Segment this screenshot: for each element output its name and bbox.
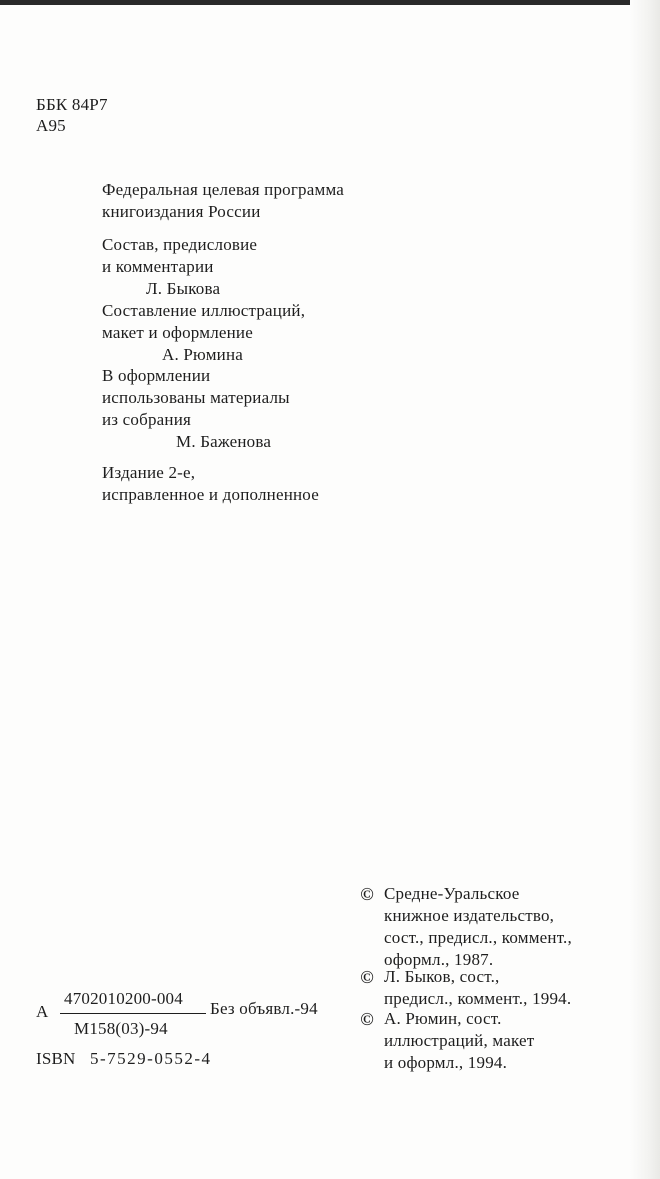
materials-line-3: из собрания <box>102 410 192 429</box>
edition-line-2: исправленное и дополненное <box>102 485 319 504</box>
materials-line-1: В оформлении <box>102 366 211 385</box>
copyright-1-line-4: оформл., 1987. <box>384 950 494 969</box>
bbk-code: ББК 84Р7 <box>36 95 108 114</box>
copyright-1-line-3: сост., предисл., коммент., <box>384 928 572 947</box>
copyright-2-line-1: Л. Быков, сост., <box>384 967 500 986</box>
copyright-symbol-2: © <box>360 967 374 987</box>
illustrations-line-2: макет и оформление <box>102 323 253 342</box>
materials-line-2: использованы материалы <box>102 388 290 407</box>
copyright-3-line-1: А. Рюмин, сост. <box>384 1009 502 1028</box>
copyright-2-line-2: предисл., коммент., 1994. <box>384 989 572 1008</box>
illustrator-name: А. Рюмина <box>162 345 244 364</box>
compiled-line-1: Состав, предисловие <box>102 235 258 254</box>
collector-name: М. Баженова <box>176 432 272 451</box>
copyright-symbol-3: © <box>360 1009 374 1029</box>
copyright-1-line-2: книжное издательство, <box>384 906 555 925</box>
top-edge <box>0 0 660 5</box>
program-line-1: Федеральная целевая программа <box>102 180 345 199</box>
copyright-3-line-2: иллюстраций, макет <box>384 1031 535 1050</box>
copyright-3-line-3: и оформл., 1994. <box>384 1053 508 1072</box>
isbn-label: ISBN <box>36 1049 76 1068</box>
author-sign: А95 <box>36 116 66 135</box>
copyright-symbol-1: © <box>360 884 374 904</box>
edition-line-1: Издание 2-е, <box>102 463 196 482</box>
copyright-1-line-1: Средне-Уральское <box>384 884 520 903</box>
isbn-number: 5-7529-0552-4 <box>90 1049 212 1068</box>
compiled-line-2: и комментарии <box>102 257 214 276</box>
imprint-letter: А <box>36 1002 49 1021</box>
page-edge-shadow <box>630 0 660 1179</box>
imprint-denominator: М158(03)-94 <box>74 1019 168 1038</box>
program-line-2: книгоиздания России <box>102 202 261 221</box>
compiler-name: Л. Быкова <box>146 279 221 298</box>
imprint-note: Без объявл.-94 <box>210 999 318 1018</box>
illustrations-line-1: Составление иллюстраций, <box>102 301 306 320</box>
fraction-bar <box>60 1013 206 1014</box>
imprint-numerator: 4702010200-004 <box>64 989 183 1008</box>
